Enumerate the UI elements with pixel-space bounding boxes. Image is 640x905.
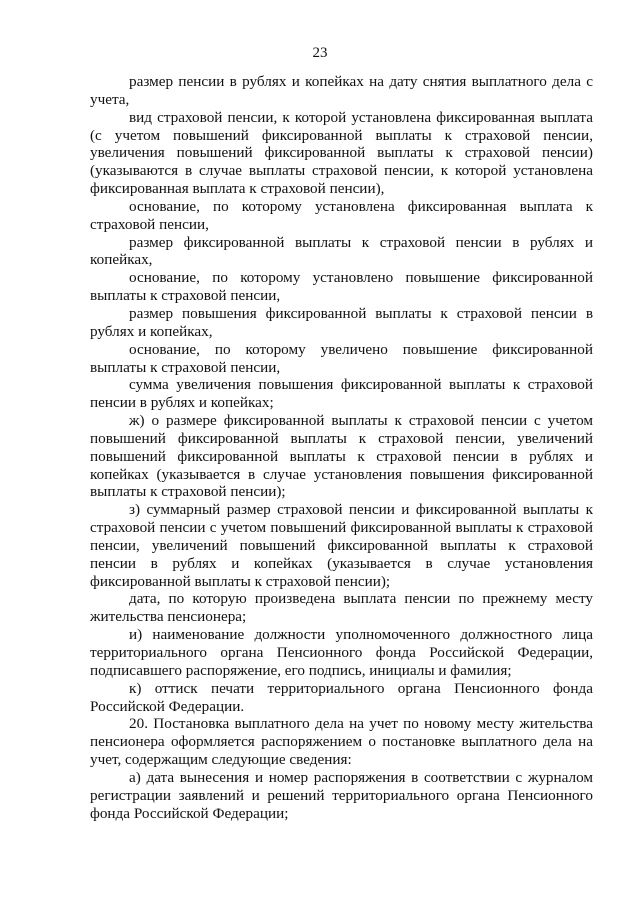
paragraph: размер повышения фиксированной выплаты к страховой пенсии в рублях и копейках, (90, 304, 593, 340)
paragraph: з) суммарный размер страховой пенсии и фиксированной выплаты к страховой пенсии с учетом повышений фиксированной выплаты к страховой пенсии, увеличений повышений фиксированной выплаты к страховой пенсии в рублях и копейках (указывается в случае установления фиксированной выплаты к страховой пенсии); (90, 501, 593, 590)
paragraph: размер фиксированной выплаты к страховой пенсии в рублях и копейках, (90, 233, 593, 269)
paragraph: дата, по которую произведена выплата пенсии по прежнему месту жительства пенсионера; (90, 590, 593, 626)
paragraph: размер пенсии в рублях и копейках на дату снятия выплатного дела с учета, (90, 73, 593, 108)
paragraph: сумма увеличения повышения фиксированной выплаты к страховой пенсии в рублях и копейках; (90, 376, 593, 412)
paragraph: к) оттиск печати территориального органа Пенсионного фонда Российской Федерации. (90, 679, 593, 715)
paragraph: вид страховой пенсии, к которой установлена фиксированная выплата (с учетом повышений фиксированной выплаты к страховой пенсии, увеличения повышений фиксированной выплаты к страховой пенсии) (указываются в случае выплаты страховой пенсии, к которой установлена фиксированная выплата к страховой пенсии), (90, 108, 593, 198)
document-body (90, 73, 593, 822)
paragraph: а) дата вынесения и номер распоряжения в соответствии с журналом регистрации заявлений и решений территориального органа Пенсионного фонда Российской Федерации; (90, 768, 593, 822)
paragraph: основание, по которому установлена фиксированная выплата к страховой пенсии, (90, 197, 593, 233)
paragraph: ж) о размере фиксированной выплаты к страховой пенсии с учетом повышений фиксированной выплаты к страховой пенсии, увеличений повышений фиксированной выплаты к страховой пенсии в рублях и копейках (указывается в случае установления повышения фиксированной выплаты к страховой пенсии); (90, 412, 593, 501)
paragraph: основание, по которому установлено повышение фиксированной выплаты к страховой пенсии, (90, 269, 593, 305)
page-number: 23 (312, 45, 328, 61)
paragraph: основание, по которому увеличено повышение фиксированной выплаты к страховой пенсии, (90, 340, 593, 376)
paragraph: и) наименование должности уполномоченного должностного лица территориального органа Пенсионного фонда Российской Федерации, подписавшего распоряжение, его подпись, инициалы и фамилия; (90, 626, 593, 679)
paragraph: 20. Постановка выплатного дела на учет по новому месту жительства пенсионера оформляется распоряжением о постановке выплатного дела на учет, содержащим следующие сведения: (90, 715, 593, 769)
